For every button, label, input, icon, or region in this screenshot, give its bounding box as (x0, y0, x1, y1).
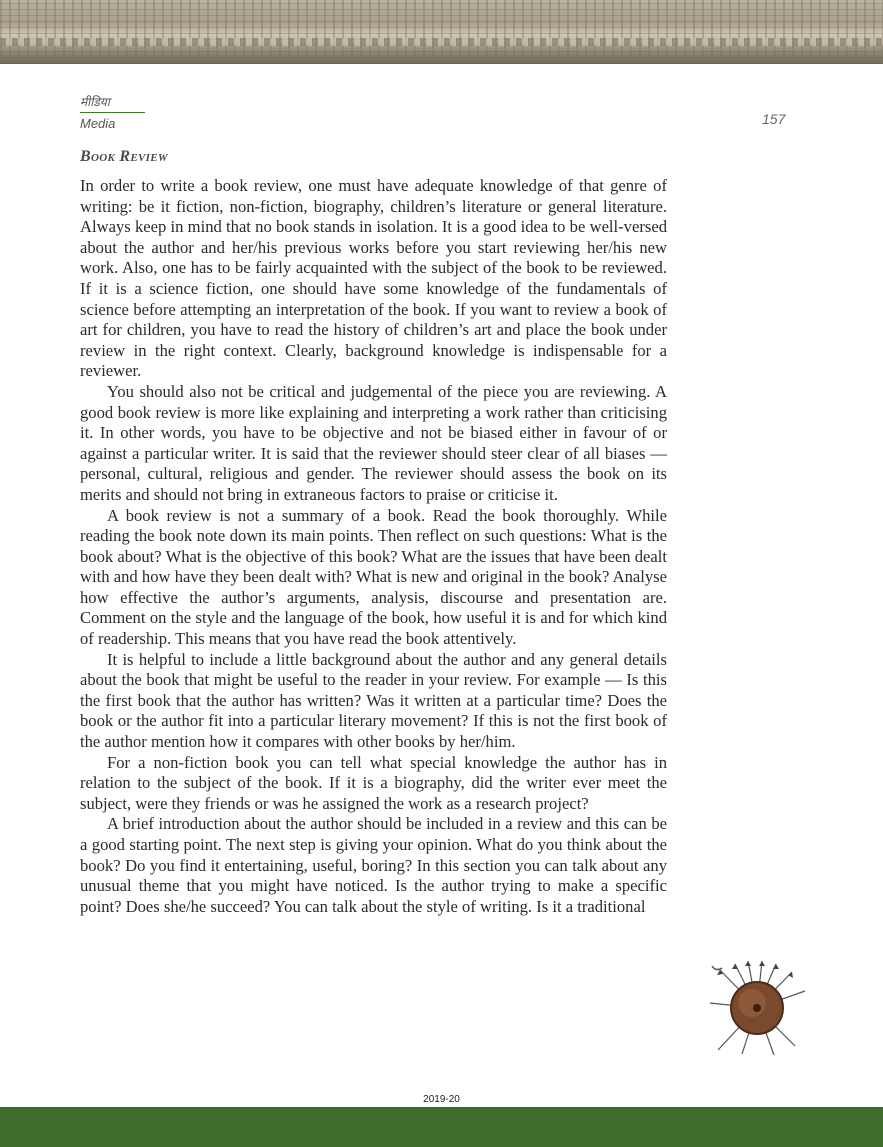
header-hindi-label: मीडिया (80, 95, 110, 109)
paragraph: In order to write a book review, one must have adequate knowledge of that genre of writing: be it fiction, non-fiction, biography, children’s literature or general literature. Always keep in mind that no book stands in isolation. It is a good idea to be well-versed about the author and her/his previous works before you start reviewing her/his new work. Also, one has to be fairly acquainted with the subject of the book to be reviewed. If it is a science fiction, one should have some knowledge of the fundamentals of science before attempting an interpretation of the book. If you want to review a book of art for children, you have to read the history of children’s art and place the book under review in the right context. Clearly, background knowledge is indispensable for a reviewer. (80, 176, 667, 381)
section-title: Book Review (80, 148, 168, 165)
decorative-header-banner (0, 0, 883, 64)
paragraph: It is helpful to include a little background about the author and any general details about the book that might be useful to the reader in your review. For example — Is this the first book that the author has written? Was it written at a particular time? Does the book or the author fit into a particular literary movement? If this is not the first book of the author mention how it compares with other books by her/him. (80, 649, 667, 752)
paragraph: You should also not be critical and judgemental of the piece you are reviewing. A good book review is more like explaining and interpreting a work rather than criticising it. In other words, you have to be objective and not be biased either in favour of or against a particular writer. It is said that the reviewer should steer clear of all biases — personal, cultural, religious and gender. The reviewer should assess the book on its merits and should not bring in extraneous factors to praise or criticise it. (80, 381, 667, 504)
shield-with-arrows-icon (700, 958, 815, 1058)
article-body (80, 176, 667, 917)
footer-bar (0, 1107, 883, 1147)
header-section-label: Media (80, 116, 116, 131)
banner-carved-band (0, 38, 883, 46)
page-number: 157 (762, 111, 786, 127)
paragraph: A brief introduction about the author should be included in a review and this can be a good starting point. The next step is giving your opinion. What do you think about the book? Do you find it entertaining, useful, boring? In this section you can talk about any unusual theme that you might have noticed. Is the author trying to make a specific point? Does she/he succeed? You can talk about the style of writing. Is it a traditional (80, 814, 667, 916)
header-divider (80, 112, 145, 113)
paragraph: For a non-fiction book you can tell what special knowledge the author has in relation to the subject of the book. If it is a biography, did the writer ever meet the subject, were they friends or was he assigned the work as a research project? (80, 752, 667, 813)
paragraph: A book review is not a summary of a book. Read the book thoroughly. While reading the book note down its main points. Then reflect on such questions: What is the book about? What is the objective of this book? What are the issues that have been dealt with and how have they been dealt with? What is new and original in the book? Analyse how effective the author’s arguments, analysis, discourse and presentation are. Comment on the style and the language of the book, how useful it is and for which kind of readership. This means that you have read the book attentively. (80, 505, 667, 649)
footer-year: 2019-20 (423, 1094, 460, 1105)
